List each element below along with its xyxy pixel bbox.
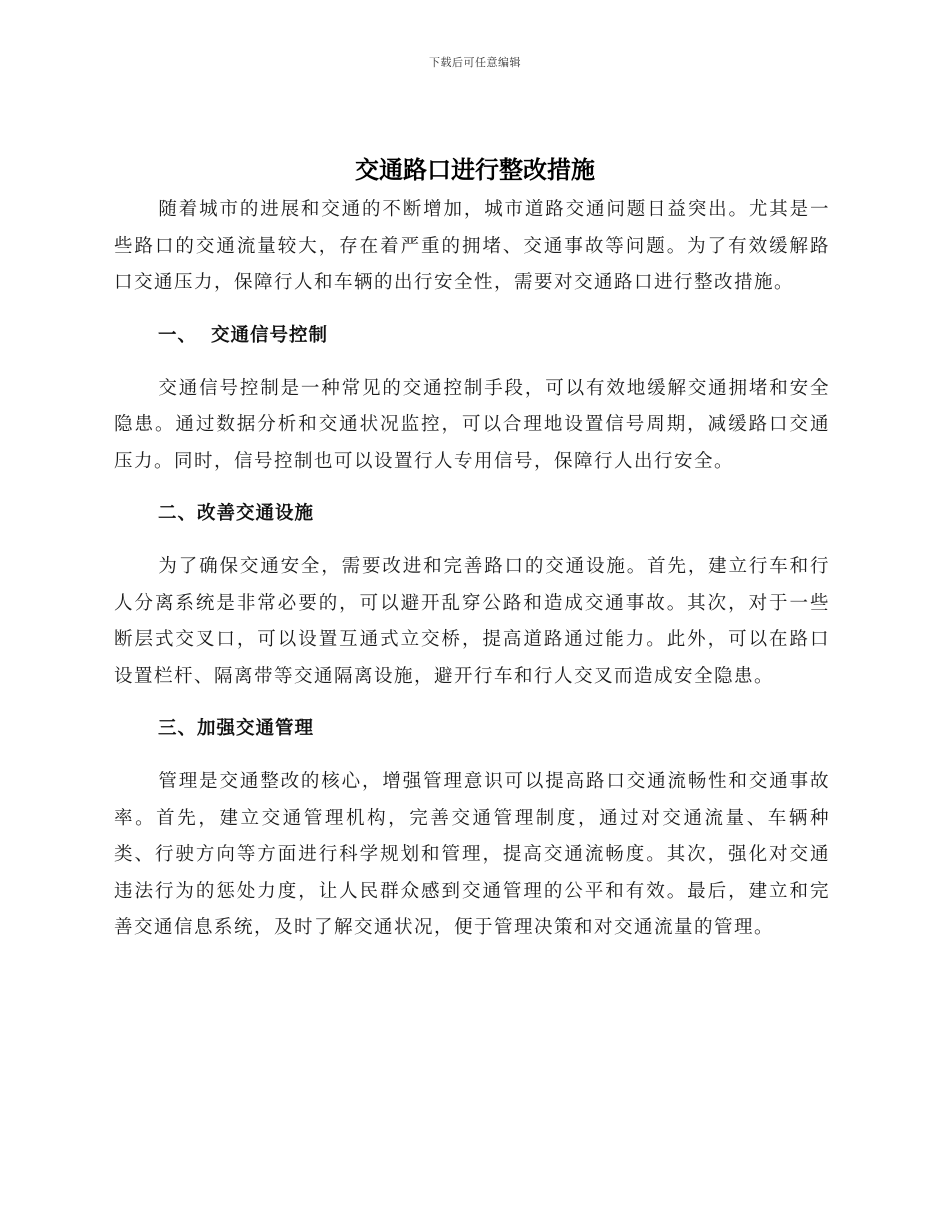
section-1-number: 一、 [158,324,198,346]
section-3-heading [114,711,830,747]
section-2-title: 改善交通设施 [197,503,315,524]
intro-paragraph: 随着城市的进展和交通的不断增加，城市道路交通问题日益突出。尤其是一些路口的交通流量较大，存在着严重的拥堵、交通事故等问题。为了有效缓解路口交通压力，保障行人和车辆的出行安全性，需要对交通路口进行整改措施。 [114,199,830,293]
document-body [114,192,830,947]
document-title: 交通路口进行整改措施 [355,156,595,184]
section-2-number: 二、 [158,503,198,524]
section-3-number: 三、 [158,718,198,739]
section-3-body: 管理是交通整改的核心，增强管理意识可以提高路口交通流畅性和交通事故率。首先，建立交通管理机构，完善交通管理制度，通过对交通流量、车辆种类、行驶方向等方面进行科学规划和管理，提高交通流畅度。其次，强化对交通违法行为的惩处力度，让人民群众感到交通管理的公平和有效。最后，建立和完善交通信息系统，及时了解交通状况，便于管理决策和对交通流量的管理。 [114,771,830,938]
section-3-title: 加强交通管理 [197,718,315,739]
section-1-title: 交通信号控制 [211,324,329,346]
header-note: 下载后可任意编辑 [429,56,521,69]
section-1-heading [114,318,830,354]
section-1-body: 交通信号控制是一种常见的交通控制手段，可以有效地缓解交通拥堵和安全隐患。通过数据分析和交通状况监控，可以合理地设置信号周期，减缓路口交通压力。同时，信号控制也可以设置行人专用信号，保障行人出行安全。 [114,377,830,472]
section-2-heading [114,496,830,532]
section-2-body: 为了确保交通安全，需要改进和完善路口的交通设施。首先，建立行车和行人分离系统是非常必要的，可以避开乱穿公路和造成交通事故。其次，对于一些断层式交叉口，可以设置互通式立交桥，提高道路通过能力。此外，可以在路口设置栏杆、隔离带等交通隔离设施，避开行车和行人交叉而造成安全隐患。 [114,556,830,687]
